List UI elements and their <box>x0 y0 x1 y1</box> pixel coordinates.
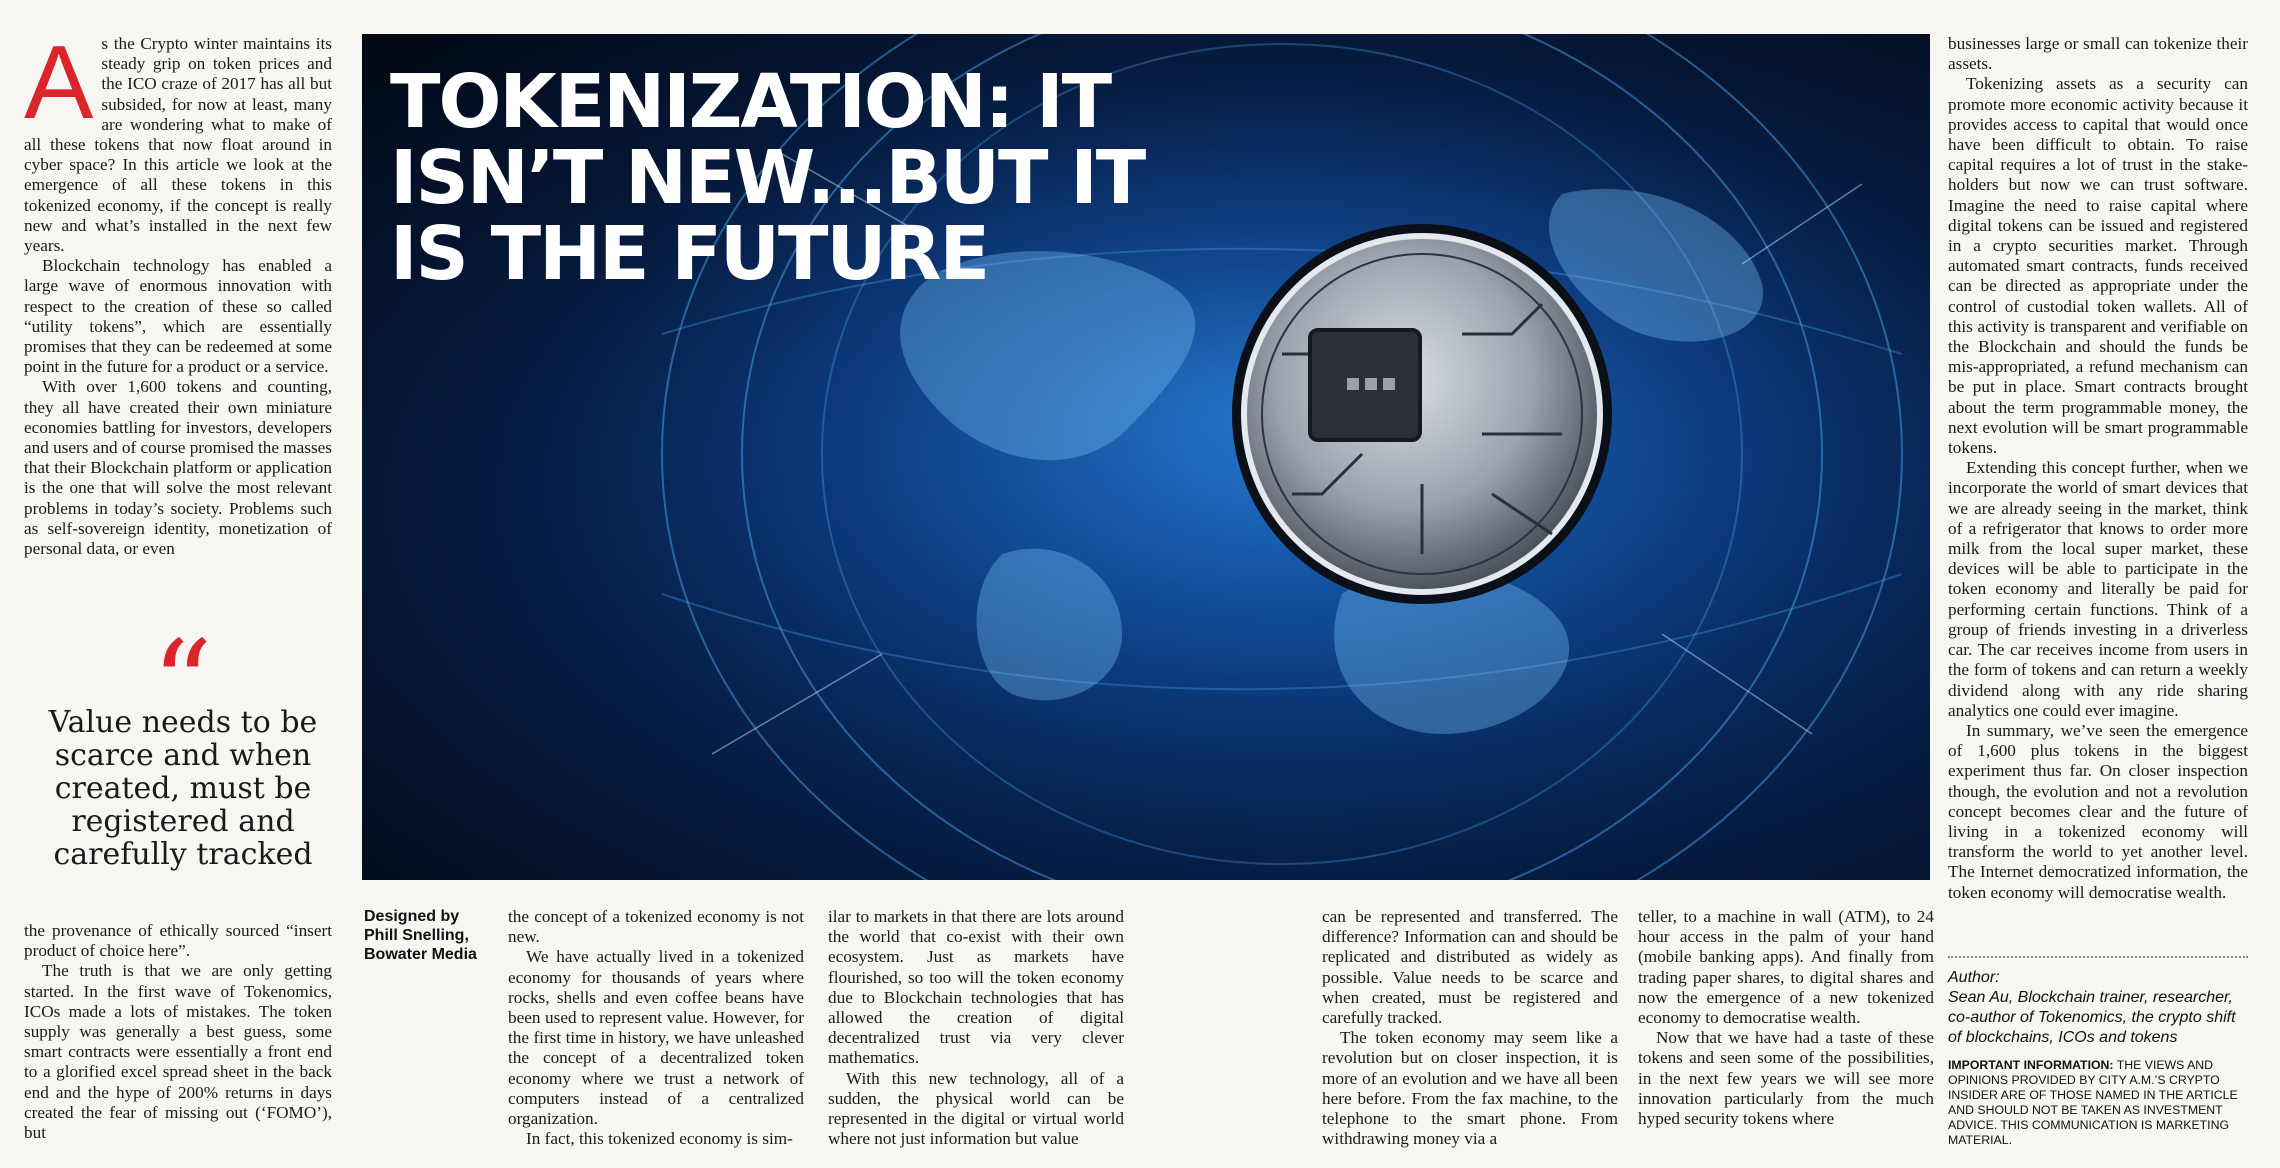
column-4 <box>1322 907 1618 1149</box>
design-credit: Designed by Phill Snelling, Bowater Media <box>364 908 477 963</box>
disclaimer-text: THE VIEWS AND OPINIONS PROVIDED BY CITY A.M.’S CRYPTO INSIDER ARE OF THOSE NAMED IN THE ARTICLE AND SHOULD NOT BE TAKEN AS INVESTMENT ADVICE. THIS COMMUNICATION IS MARKETING MATERIAL. <box>1948 1058 2238 1147</box>
disclaimer <box>1948 1058 2248 1148</box>
quote-mark-icon: “ <box>151 616 213 755</box>
paragraph: businesses large or small can tokenize their assets. <box>1948 34 2248 74</box>
paragraph: teller, to a machine in wall (ATM), to 24 hour access in the palm of your hand (mobile banking apps). And finally from trading paper shares, to digital shares and now the emergence of a new tokenized economy to democratise wealth. <box>1638 907 1934 1028</box>
column-6 <box>1948 34 2248 903</box>
column-1-bottom <box>24 921 332 1143</box>
paragraph: We have actually lived in a tokenized economy for thousands of years where rocks, shells and even coffee beans have been used to represent value. However, for the first time in history, we have unleashed the concept of a decentralized token economy where we trust a network of computers instead of a centralized organization. <box>508 947 804 1129</box>
drop-cap: A <box>24 25 94 141</box>
headline: TOKENIZATION: IT ISN’T NEW...BUT IT IS THE FUTURE <box>390 59 1145 297</box>
paragraph: Now that we have had a taste of these tokens and seen some of the possibilities, in the next few years we will see more innovation particularly from the much hyped security tokens where <box>1638 1028 1934 1129</box>
divider <box>1948 956 2248 958</box>
column-3 <box>828 907 1124 1149</box>
paragraph: The truth is that we are only getting started. In the first wave of Tokenomics, ICOs made a lots of mistakes. The token supply was generally a best guess, some smart contracts were essentially a front end to a glorified excel spread sheet in the back end and the hype of 200% returns in days created the fear of missing out (‘FOMO’), but <box>24 961 332 1143</box>
paragraph: s the Crypto winter maintains its steady grip on token prices and the ICO craze of 2017 has all but subsided, for now at least, many are wondering what to make of all these tokens that now float around in cyber space? In this article we look at the emergence of all these tokens in this tokenized economy, if the concept is really new and what’s installed in the next few years. <box>24 34 332 256</box>
paragraph: The token economy may seem like a revolution but on closer inspection, it is more of an evolution and we have all been here before. From the fax machine, to the telephone to the smart phone. From withdrawing money via a <box>1322 1028 1618 1149</box>
paragraph: Extending this concept further, when we incorporate the world of smart devices that we are already seeing in the market, think of a refrigerator that knows to order more milk from the local super market, these devices will be able to participate in the token economy and literally be paid for performing certain functions. Think of a group of friends investing in a driverless car. The car receives income from users in the form of tokens and can return a weekly dividend along with any ride sharing analytics one could ever imagine. <box>1948 458 2248 720</box>
author-label: Author: <box>1948 969 2000 986</box>
paragraph: With this new technology, all of a sudden, the physical world can be represented in the digital or virtual world where not just information but value <box>828 1068 1124 1149</box>
author-block <box>1948 956 2248 1148</box>
paragraph: With over 1,600 tokens and counting, they all have created their own miniature economies battling for investors, developers and users and of course promised the masses that their Blockchain platform or application is the one that will solve the most relevant problems in today’s society. Problems such as self-sovereign identity, monetization of personal data, or even <box>24 377 332 559</box>
author-bio: Sean Au, Blockchain trainer, researcher, co-author of Tokenomics, the crypto shift of blockchains, ICOs and tokens <box>1948 989 2236 1046</box>
hero-image <box>362 34 1930 880</box>
column-2 <box>508 907 804 1149</box>
paragraph: the provenance of ethically sourced “insert product of choice here”. <box>24 921 332 961</box>
paragraph: Blockchain technology has enabled a large wave of enormous innovation with respect to the creation of these so called “utility tokens”, which are essentially promises that they can be redeemed at some point in the future for a product or a service. <box>24 256 332 377</box>
column-1-top <box>24 25 332 559</box>
paragraph: In summary, we’ve seen the emergence of 1,600 plus tokens in the biggest experiment thus far. On closer inspection though, the evolution and not a revolution concept becomes clear and the future of living in a tokenized economy will transform the world to yet another level. The Internet democratized information, the token economy will democratise wealth. <box>1948 720 2248 902</box>
pull-quote: Value needs to be scarce and when created, must be registered and carefully tracked <box>48 705 318 872</box>
disclaimer-label: IMPORTANT INFORMATION: <box>1948 1058 2114 1072</box>
column-5 <box>1638 907 1934 1129</box>
paragraph: Tokenizing assets as a security can promote more economic activity because it provides access to capital that would once have been difficult to obtain. To raise capital requires a lot of trust in the stake-holders but now we can trust software. Imagine the need to raise capital where digital tokens can be issued and registered in a crypto securities market. Through automated smart contracts, funds received can be directed as appropriate under the control of custodial token wallets. All of this activity is transparent and verifiable on the Blockchain and should the funds be mis-appropriated, a refund mechanism can be put in place. Smart contracts brought about the term programmable money, the next evolution will be smart programmable tokens. <box>1948 74 2248 458</box>
paragraph: In fact, this tokenized economy is sim- <box>526 1129 793 1149</box>
paragraph: the concept of a tokenized economy is not new. <box>508 907 804 947</box>
paragraph: can be represented and transferred. The difference? Information can and should be replicated and distributed as widely as possible. Value needs to be scarce and when created, must be registered and carefully tracked. <box>1322 907 1618 1028</box>
paragraph: ilar to markets in that there are lots around the world that co-exist with their own ecosystem. Just as markets have flourished, so too will the token economy due to Blockchain technologies that has allowed the creation of digital decentralized trust via very clever mathematics. <box>828 907 1124 1068</box>
